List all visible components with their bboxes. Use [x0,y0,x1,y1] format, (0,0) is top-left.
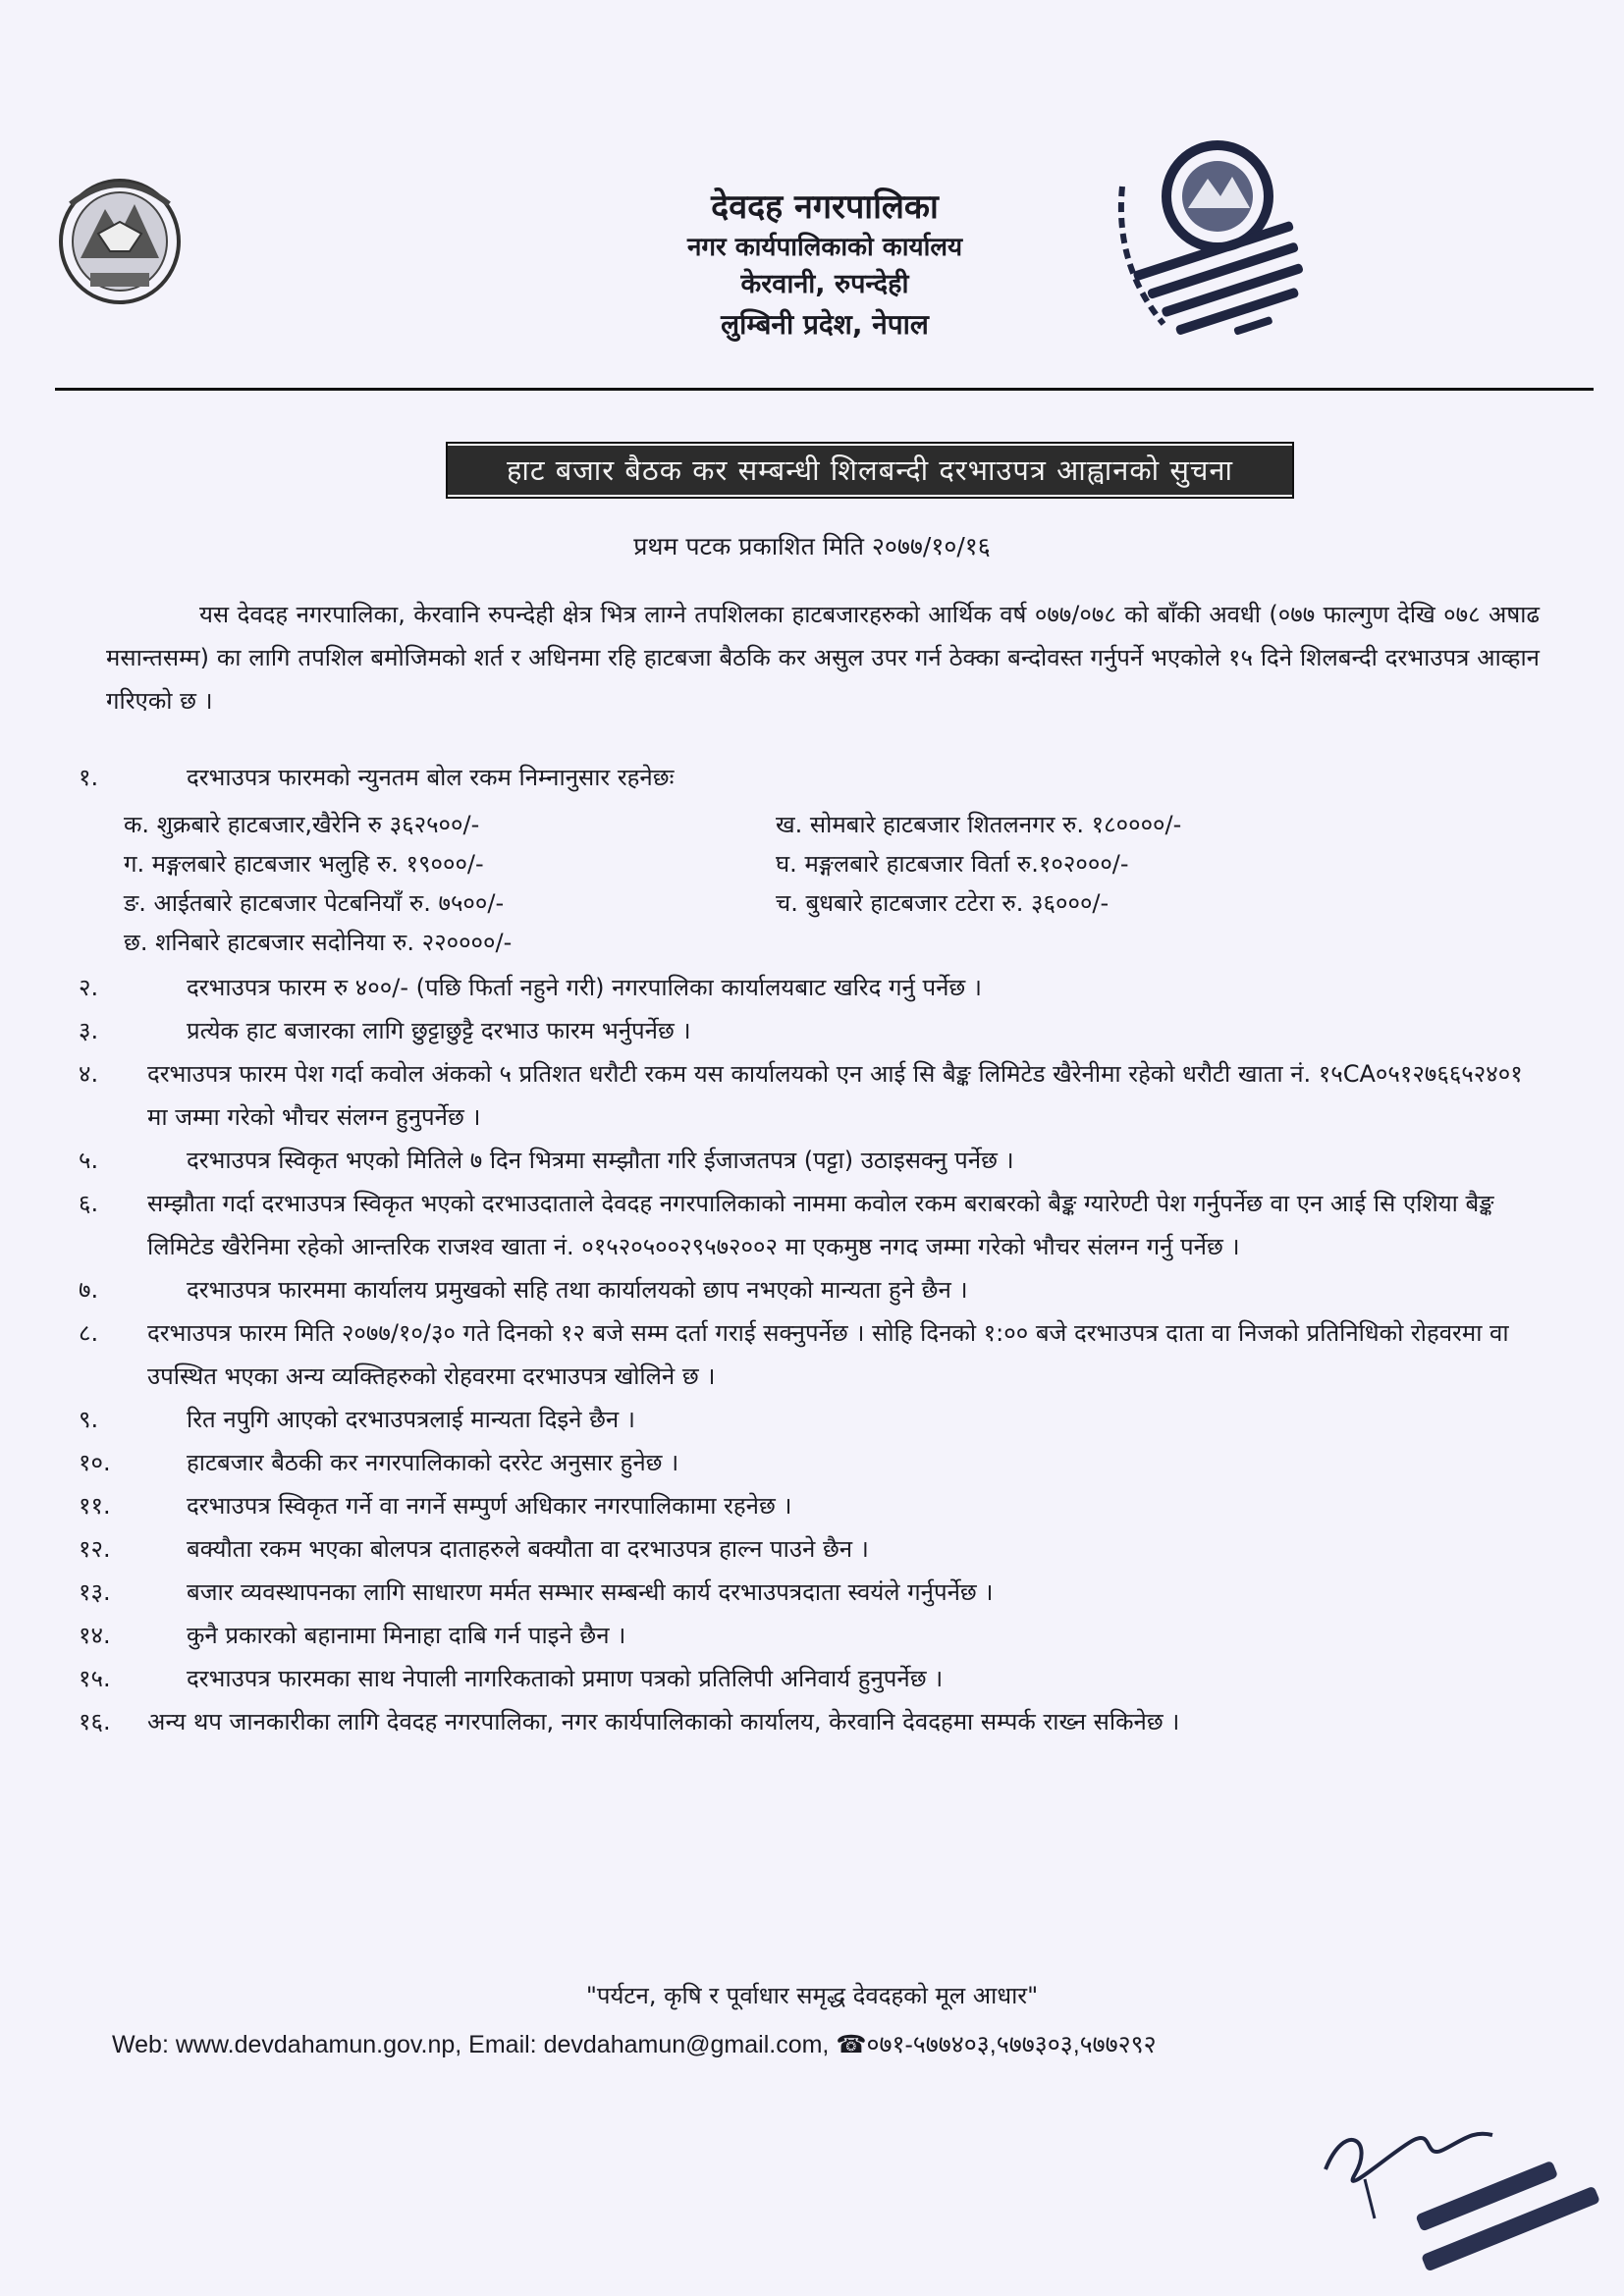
clause-number: ७. [79,1276,99,1304]
clause-text: दरभाउपत्र स्विकृत गर्ने वा नगर्ने सम्पुर्ण अधिकार नगरपालिकामा रहनेछ । [187,1492,792,1520]
office-heading [550,185,1100,346]
municipality-seal-icon [1105,128,1335,353]
clause-text: रित नपुगि आएको दरभाउपत्रलाई मान्यता दिइने छैन । [187,1406,635,1433]
municipality-name: देवदह नगरपालिका [711,187,939,227]
clause-text: दरभाउपत्र फारम मिति २०७७/१०/३० गते दिनको १२ बजे सम्म दर्ता गराई सक्नुपर्नेछ । सोहि दिनको १:०० बजे दरभाउपत्र दाता वा निजको प्रतिनिधिको रोहवरमा वा उपस्थित भएका अन्य व्यक्तिहरुको रोहवरमा दरभाउपत्र खोलिने छ । [147,1319,1509,1390]
clause-number: १६. [79,1708,111,1735]
clause-item [79,1398,1546,1441]
office-location: केरवानी, रुपन्देही [740,269,909,299]
clause-text: सम्झौता गर्दा दरभाउपत्र स्विकृत भएको दरभाउदाताले देवदह नगरपालिकाको नाममा कवोल रकम बराबरको बैङ्क ग्यारेण्टी पेश गर्नुपर्नेछ वा एन आई सि एशिया बैङ्क लिमिटेड खैरेनिमा रहेको आन्तरिक राजश्व खाता नं. ०१५२०५००२९५७२००२ मा एकमुष्ठ नगद जम्मा गरेको भौचर संलग्न गर्नु पर्नेछ । [147,1190,1494,1260]
clause-text: कुनै प्रकारको बहानामा मिनाहा दाबि गर्न पाइने छैन । [187,1622,626,1649]
clause-number: १. [79,764,99,791]
clause-number: १०. [79,1449,111,1476]
clause-item [79,1052,1546,1139]
clause-number: ३. [79,1017,99,1044]
clause-item [79,966,1546,1009]
clause-text: हाटबजार बैठकी कर नगरपालिकाको दररेट अनुसार हुनेछ । [187,1449,679,1476]
clause-text: दरभाउपत्र फारममा कार्यालय प्रमुखको सहि तथा कार्यालयको छाप नभएको मान्यता हुने छैन । [187,1276,968,1304]
clause-number: १३. [79,1578,111,1606]
clause-text: दरभाउपत्र फारम रु ४००/- (पछि फिर्ता नहुने गरी) नगरपालिका कार्यालयबाट खरिद गर्नु पर्नेछ । [187,974,982,1001]
clause-item [79,1009,1546,1052]
market-item: छ. शनिबारे हाटबजार सदोनिया रु. २२००००/- [124,929,513,956]
clause-number: २. [79,974,99,1001]
clause-number: १५. [79,1665,111,1692]
clause-number: ९. [79,1406,99,1433]
clause-number: ४. [79,1060,99,1088]
clause-item [79,1311,1546,1398]
clause-item [79,1571,1546,1614]
clause-number: ६. [79,1190,99,1217]
market-item: घ. मङ्गलबारे हाटबजार विर्ता रु.१०२०००/- [776,850,1129,878]
office-province: लुम्बिनी प्रदेश, नेपाल [721,308,929,341]
clause-text: दरभाउपत्र फारमका साथ नेपाली नागरिकताको प्रमाण पत्रको प्रतिलिपी अनिवार्य हुनुपर्नेछ । [187,1665,944,1692]
header-divider [55,388,1594,391]
clause-list [79,756,1546,1743]
clause-text: बजार व्यवस्थापनका लागि साधारण मर्मत सम्भार सम्बन्धी कार्य दरभाउपत्रदाता स्वयंले गर्नुपर्नेछ । [187,1578,994,1606]
clause-text: दरभाउपत्र फारम पेश गर्दा कवोल अंकको ५ प्रतिशत धरौटी रकम यस कार्यालयको एन आई सि बैङ्क लिमिटेड खैरेनीमा रहेको धरौटी खाता नं. १५CA०५१२७६६५२४०१ मा जम्मा गरेको भौचर संलग्न हुनुपर्नेछ । [147,1060,1523,1131]
clause-text: बक्यौता रकम भएका बोलपत्र दाताहरुले बक्यौता वा दरभाउपत्र हाल्न पाउने छैन । [187,1535,869,1563]
clause-text: दरभाउपत्र फारमको न्युनतम बोल रकम निम्नानुसार रहनेछः [187,764,675,791]
clause-text: दरभाउपत्र स्विकृत भएको मितिले ७ दिन भित्रमा सम्झौता गरि ईजाजतपत्र (पट्टा) उठाइसक्नु पर्नेछ । [187,1147,1014,1174]
contact-line: Web: www.devdahamun.gov.np, Email: devdahamun@gmail.com, ☎०७१-५७७४०३,५७७३०३,५७७२९२ [112,2031,1157,2058]
market-item: क. शुक्रबारे हाटबजार,खैरेनि रु ३६२५००/- [124,811,480,838]
clause-item [79,756,1546,799]
market-item: ख. सोमबारे हाटबजार शितलनगर रु. १८००००/- [776,811,1182,838]
market-item: ग. मङ्गलबारे हाटबजार भलुहि रु. १९०००/- [124,850,484,878]
clause-item [79,1657,1546,1700]
nepal-emblem-icon [51,165,189,312]
clause-item [79,1527,1546,1571]
intro-paragraph: यस देवदह नगरपालिका, केरवानि रुपन्देही क्षेत्र भित्र लाग्ने तपशिलका हाटबजारहरुको आर्थिक वर्ष ०७७/०७८ को बाँकी अवधी (०७७ फाल्गुण देखि ०७८ अषाढ मसान्तसम्म) का लागि तपशिल बमोजिमको शर्त र अधिनमा रहि हाटबजा बैठकि कर असुल उपर गर्न ठेक्का बन्दोवस्त गर्नुपर्ने भएकोले १५ दिने शिलबन्दी दरभाउपत्र आव्हान गरिएको छ । [106,601,1540,715]
market-price-list [79,805,1546,962]
clause-item [79,1441,1546,1484]
clause-number: ८. [79,1319,99,1347]
official-signature-icon [1306,2081,1600,2277]
clause-text: प्रत्येक हाट बजारका लागि छुट्टाछुट्टै दरभाउ फारम भर्नुपर्नेछ । [187,1017,691,1044]
office-name: नगर कार्यपालिकाको कार्यालय [686,233,963,262]
market-item: ङ. आईतबारे हाटबजार पेटबनियाँ रु. ७५००/- [124,889,505,917]
clause-item [79,1268,1546,1311]
clause-item [79,1139,1546,1182]
published-date: प्रथम पटक प्रकाशित मिति २०७७/१०/१६ [633,532,991,561]
notice-title: हाट बजार बैठक कर सम्बन्धी शिलबन्दी दरभाउपत्र आह्वानको सुचना [448,444,1292,497]
clause-item [79,1484,1546,1527]
clause-number: ११. [79,1492,111,1520]
slogan: "पर्यटन, कृषि र पूर्वाधार समृद्ध देवदहको मूल आधार" [585,1982,1039,2009]
clause-item [79,1614,1546,1657]
market-item: च. बुधबारे हाटबजार टटेरा रु. ३६०००/- [776,889,1110,917]
clause-number: ५. [79,1147,99,1174]
clause-item [79,1182,1546,1268]
clause-text: अन्य थप जानकारीका लागि देवदह नगरपालिका, नगर कार्यपालिकाको कार्यालय, केरवानि देवदहमा सम्पर्क राख्न सकिनेछ । [147,1708,1180,1735]
clause-number: १४. [79,1622,111,1649]
clause-item [79,1700,1546,1743]
clause-number: १२. [79,1535,111,1563]
